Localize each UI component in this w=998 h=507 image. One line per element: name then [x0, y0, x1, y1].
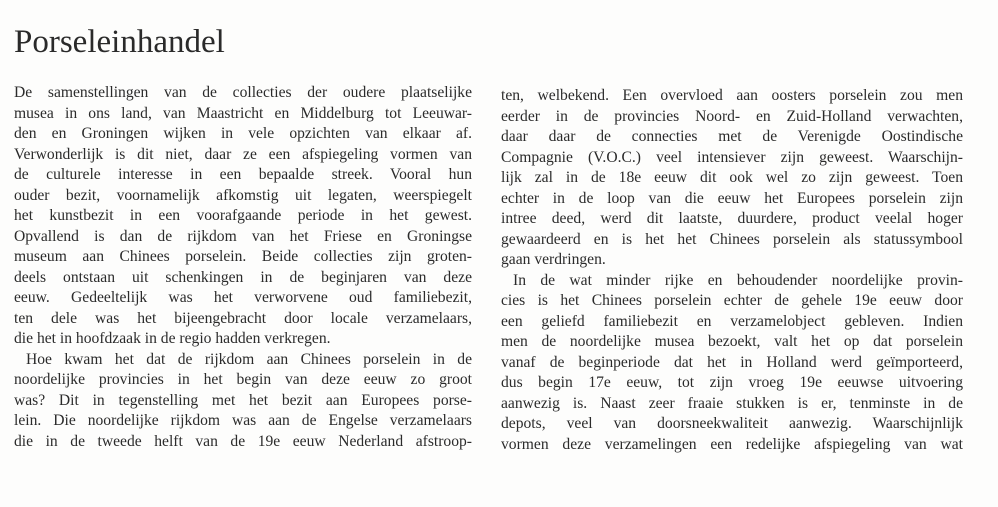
text-line: ten dele was het bijeengebracht door locale verzamelaars, — [14, 309, 472, 327]
text-line: noordelijke provincies in het begin van deze eeuw zo groot — [14, 371, 472, 388]
text-line: aanwezig is. Naast zeer fraaie stukken is er, tenminste in de — [501, 394, 963, 412]
text-line: was? Dit in tegenstelling met het bezit aan Europees porse- — [14, 391, 472, 409]
page-title: Porseleinhandel — [14, 24, 225, 60]
text-line: de culturele interesse in een bepaalde streek. Vooral hun — [14, 166, 472, 183]
text-line: eerder in de provincies Noord- en Zuid-Holland verwachten, — [501, 107, 963, 125]
text-line: vanaf de beginperiode dat het in Holland werd geïmporteerd, — [501, 353, 963, 371]
text-line: die in de tweede helft van de 19e eeuw Nederland afstroop- — [14, 432, 472, 450]
text-line: gaan verdringen. — [501, 251, 606, 268]
text-line: een geliefd familiebezit en verzamelobject gebleven. Indien — [501, 312, 963, 330]
text-line: In de wat minder rijke en behoudender noordelijke provin- — [513, 271, 963, 289]
text-line: Compagnie (V.O.C.) veel intensiever zijn geweest. Waarschijn- — [501, 148, 963, 166]
text-line: Verwonderlijk is dit niet, daar ze een afspiegeling vormen van — [14, 145, 472, 163]
text-line: vormen deze verzamelingen een redelijke afspiegeling van wat — [501, 435, 963, 453]
text-line: intree deed, werd dit laatste, duurdere, product veelal hoger — [501, 210, 963, 227]
text-line: ouder bezit, voornamelijk afkomstig uit legaten, weerspiegelt — [14, 186, 472, 204]
text-line: echter in de loop van die eeuw het Europees porselein zijn — [501, 189, 963, 207]
text-line: het kunstbezit in een voorafgaande periode in het gewest. — [14, 207, 472, 224]
text-line: men de noordelijke musea bezoekt, valt het op dat porselein — [501, 333, 963, 350]
text-line: De samenstellingen van de collecties der oudere plaatselijke — [14, 84, 472, 101]
text-line: dus begin 17e eeuw, tot zijn vroeg 19e eeuwse uitvoering — [501, 374, 963, 391]
text-column-right — [501, 86, 963, 455]
text-line: deels ontstaan uit schenkingen in de beginjaren van deze — [14, 268, 472, 286]
text-line: eeuw. Gedeeltelijk was het verworvene oud familiebezit, — [14, 289, 472, 306]
text-line: lein. Die noordelijke rijkdom was aan de Engelse verzamelaars — [14, 412, 472, 429]
text-line: Hoe kwam het dat de rijkdom aan Chinees porselein in de — [26, 350, 472, 368]
text-line: cies is het Chinees porselein echter de gehele 19e eeuw door — [501, 292, 963, 309]
text-line: gewaardeerd en is het het Chinees porselein als statussymbool — [501, 230, 963, 248]
text-line: depots, veel van doorsneekwaliteit aanwezig. Waarschijnlijk — [501, 415, 963, 432]
text-line: museum aan Chinees porselein. Beide collecties zijn groten- — [14, 248, 472, 265]
text-line: die het in hoofdzaak in de regio hadden verkregen. — [14, 330, 331, 347]
text-line: den en Groningen wijken in vele opzichten van elkaar af. — [14, 125, 472, 142]
text-line: lijk zal in de 18e eeuw dit ook wel zo zijn geweest. Toen — [501, 169, 963, 186]
text-line: musea in ons land, van Maastricht en Middelburg tot Leeuwar- — [14, 104, 472, 122]
text-line: ten, welbekend. Een overvloed aan oosters porselein zou men — [501, 87, 963, 104]
text-column-left — [14, 83, 472, 452]
text-line: daar daar de connecties met de Verenigde Oostindische — [501, 128, 963, 145]
text-line: Opvallend is dan de rijkdom van het Friese en Groningse — [14, 227, 472, 245]
